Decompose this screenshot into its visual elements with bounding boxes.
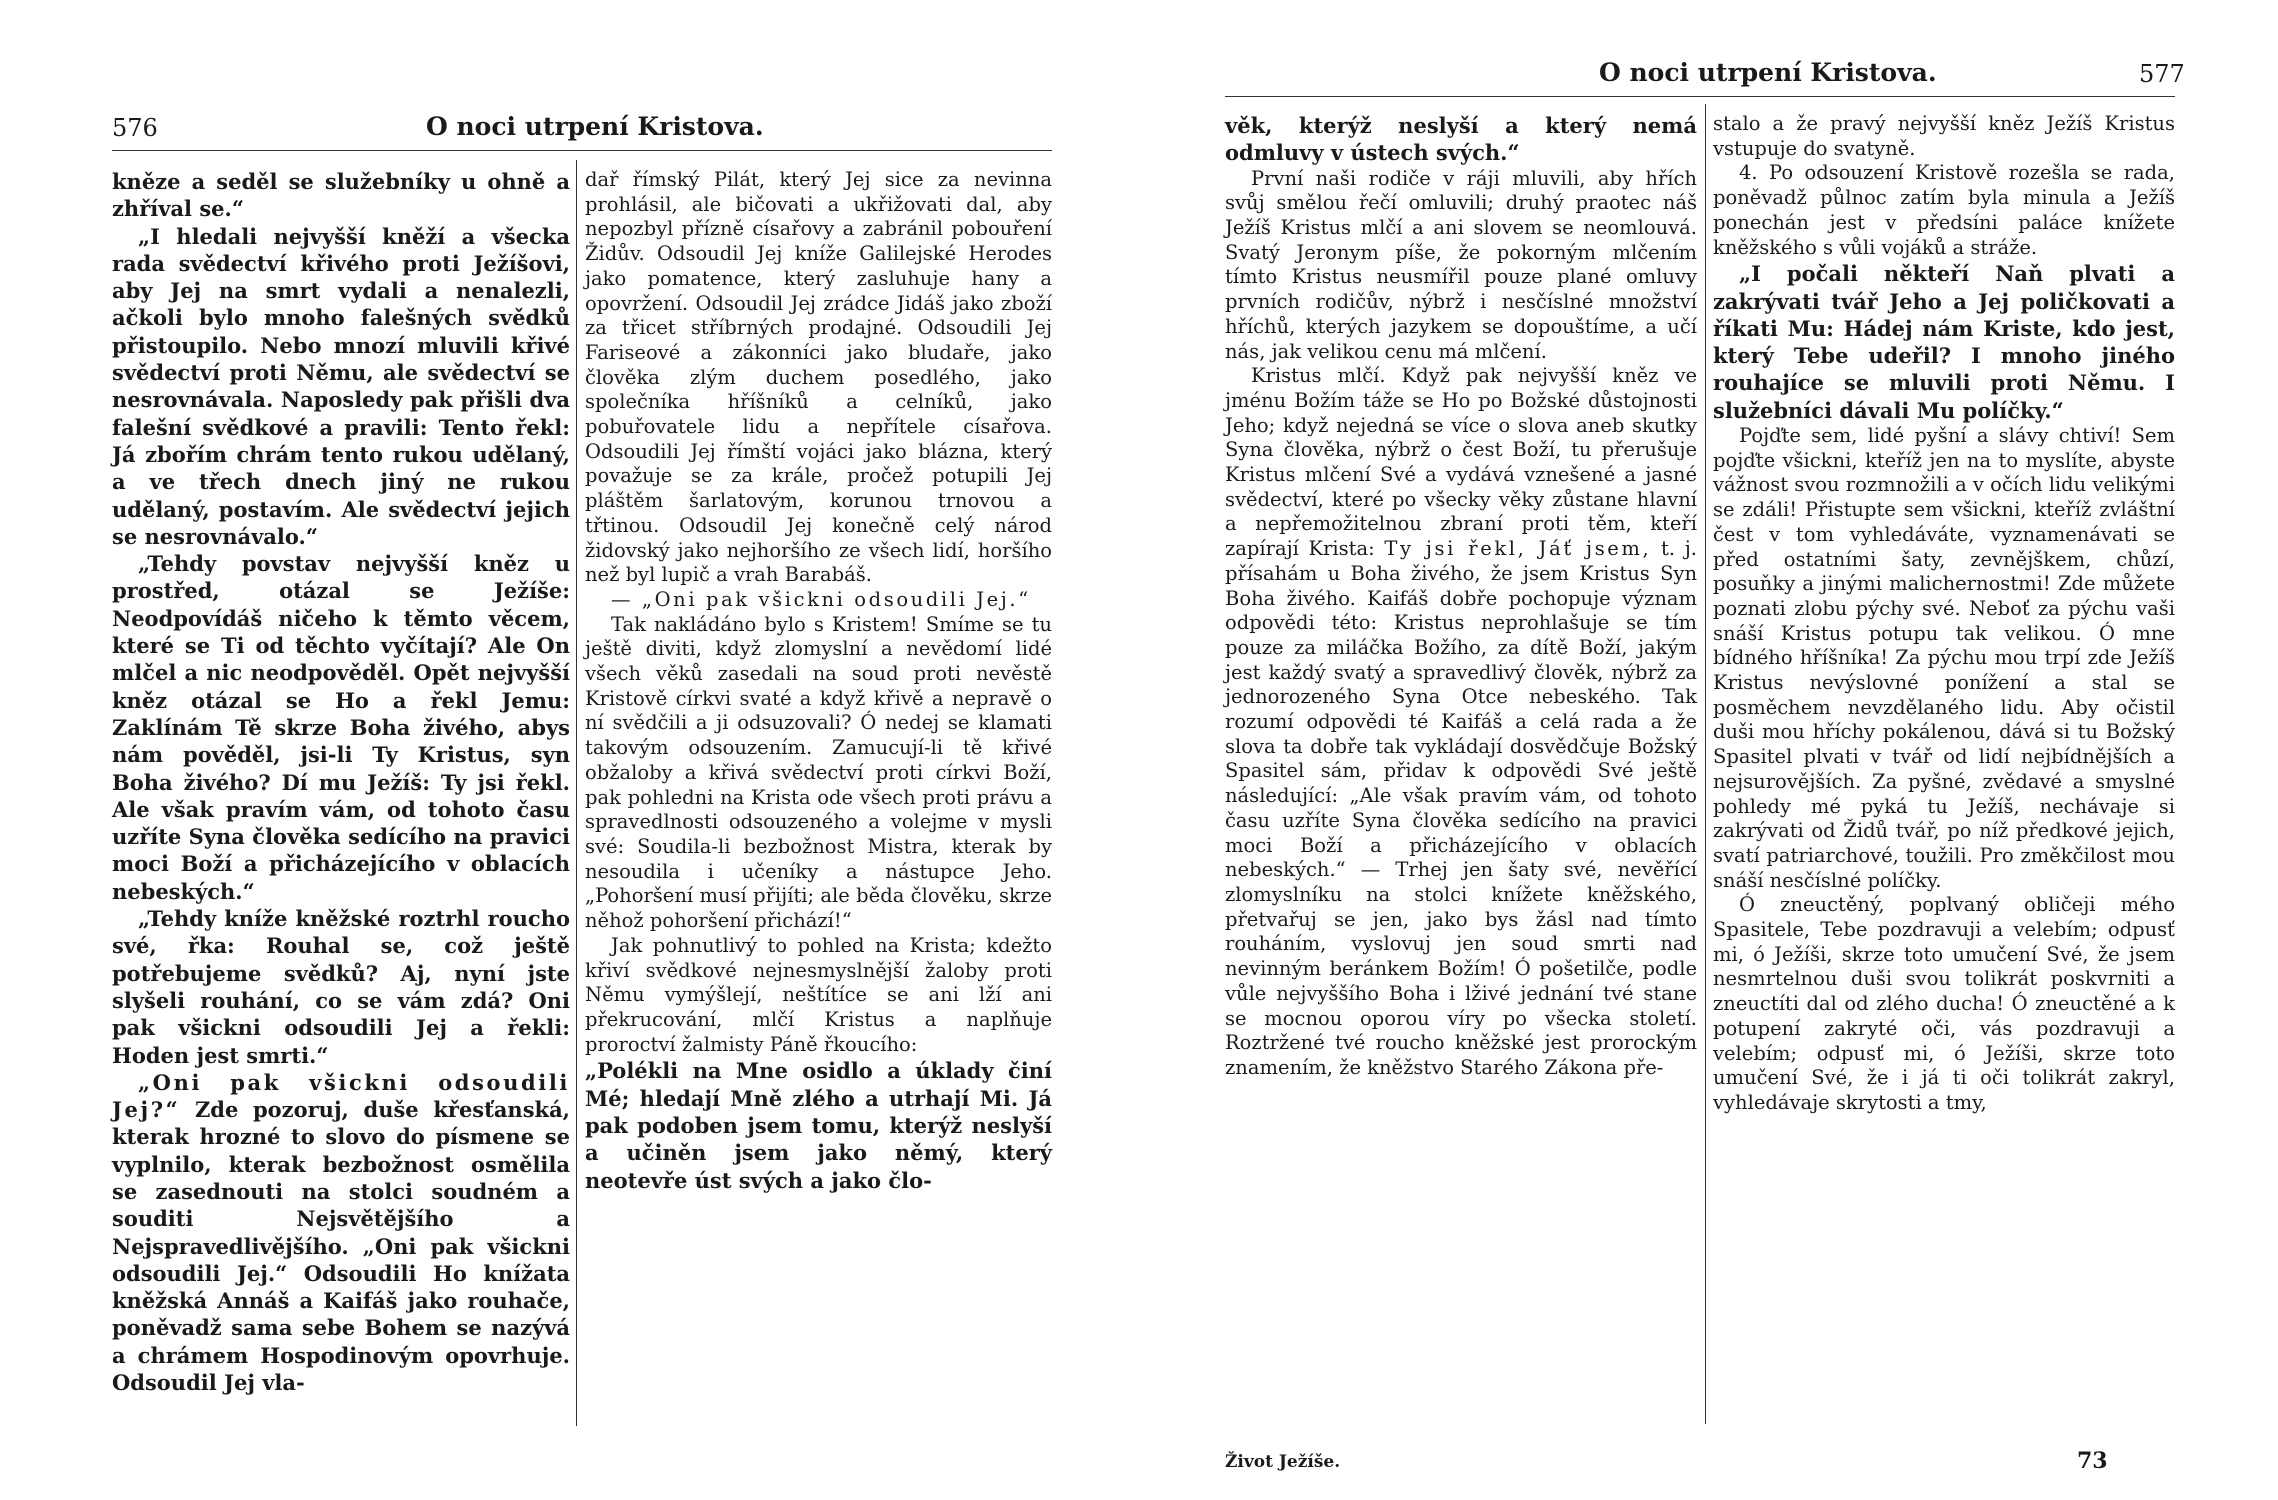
page-number: 577 bbox=[2139, 60, 2185, 88]
paragraph: Pojďte sem, lidé pyšní a slávy chtiví! Sem pojďte všickni, kteříž jen na to myslíte, abyste vážnost svou rozmnožili a v očích lidu velikými se zdáli! Přistupte sem všickni, kteříž zvláštní čest v tom vyhledáváte, vyznamenávati se před ostatními šaty, zevnějškem, chůzí, posuňky a jinými malichernostmi! Zde můžete poznati zlobu pýchy své. Neboť za pýchu vaši snáší Kristus potupu tak velikou. Ó mne bídného hříšníka! Za pýchu mou trpí zde Ježíš Kristus nevýslovné ponížení a stal se posměchem nevzdělaného lidu. Aby očistil duši mou hříchy pokálenou, dává si tu Božský Spasitel plvati v tvář od lidí nejbídnějších a nejsurovějších. Za pyšné, zvědavé a smyslné pohledy mé pyká tu Ježíš, nechávaje si zakrývati od Židů tvář, po níž předkové jejich, svatí patriarchové, toužili. Pro změkčilost mou snáší nesčíslné políčky. bbox=[1713, 424, 2176, 892]
header-rule bbox=[1225, 96, 2175, 97]
paragraph bbox=[112, 1069, 570, 1397]
paragraph: „Tehdy povstav nejvyšší kněz u prostřed, otázal se Ježíše: Neodpovídáš ničeho k těmto věcem, které se Ti od těchto vyčítají? Ale On mlčel a nic neodpověděl. Opět nejvyšší kněz otázal se Ho a řekl Jemu: Zaklínám Tě skrze Boha živého, abys nám pověděl, jsi-li Ty Kristus, syn Boha živého? Dí mu Ježíš: Ty jsi řekl. Ale však pravím vám, od tohoto času uzříte Syna člověka sedícího na pravici moci Boží a přicházejícího v oblacích nebeských.“ bbox=[112, 551, 570, 904]
paragraph: „Polékli na Mne osidlo a úklady činí Mé; hledají Mně zlého a utrhají Mi. Já pak podoben jsem tomu, kterýž neslyší a učiněn jsem jako němý, který neotevře úst svých a jako člo- bbox=[585, 1058, 1052, 1193]
spaced-quote: Ty jsi řekl, Jáť jsem, bbox=[1384, 537, 1652, 561]
page-number: 576 bbox=[112, 114, 158, 142]
spaced-quote: — „Oni pak všickni odsoudili Jej.“ bbox=[611, 587, 1031, 611]
right-page bbox=[1139, 0, 2278, 1500]
paragraph: 4. Po odsouzení Kristově rozešla se rada, poněvadž půlnoc zatím byla minula a Ježíš ponechán jest v předsíni paláce knížete kněžského s vůli vojáků a stráže. bbox=[1713, 161, 2175, 259]
right-column-1 bbox=[1225, 112, 1697, 1081]
footer-signature: Život Ježíše. bbox=[1225, 1452, 1341, 1472]
paragraph: stalo a že pravý nejvyšší kněz Ježíš Kristus vstupuje do svatyně. bbox=[1713, 112, 2175, 160]
header-rule bbox=[112, 150, 1052, 151]
paragraph: „Tehdy kníže kněžské roztrhl roucho své, řka: Rouhal se, což ještě potřebujeme svědků? Aj, nyní jste slyšeli rouhání, co se vám zdá? Oni pak všickni odsoudili Jej a řekli: Hoden jest smrti.“ bbox=[112, 906, 570, 1068]
paragraph: „I hledali nejvyšší kněží a všecka rada svědectví křivého proti Ježíšovi, aby Jej na smrt vydali a nenalezli, ačkoli bylo mnoho falešných svědků přistoupilo. Nebo mnozí mluvili křivé svědectví proti Němu, ale svědectví se nesrovnávala. Naposledy pak přišli dva falešní svědkové a pravili: Tento řekl: Já zbořím chrám tento rukou udělaný, a ve třech dnech jiný ne rukou udělaný, postavím. Ale svědectví jejich se nesrovnávalo.“ bbox=[112, 223, 570, 549]
paragraph: věk, kterýž neslyší a který nemá odmluvy v ústech svých.“ bbox=[1225, 113, 1697, 166]
column-divider bbox=[1705, 104, 1706, 1424]
paragraph: Tak nakládáno bylo s Kristem! Smíme se tu ještě diviti, když zlomyslní a nevědomí lidé všech věků zasedali na soud proti nevěstě Kristově církvi svaté a když křivě a nepravě o ní svědčili a ji odsuzovali? Ó nedej se klamati takovým odsouzením. Zamucují-li tě křivé obžaloby a křivá svědectví proti církvi Boží, pak pohledni na Krista ode všech proti právu a spravedlnosti odsouzeného a volejme v mysli své: Soudila-li bezbožnost Mistra, kterak by nesoudila i učeníky a nástupce Jeho. „Pohoršení musí přijíti; ale běda člověku, skrze něhož pohoršení přichází!“ bbox=[585, 612, 1052, 933]
column-divider bbox=[576, 160, 577, 1426]
left-column-2 bbox=[585, 168, 1052, 1194]
paragraph-text: t. j. přísahám u Boha živého, že jsem Kristus Syn Boha živého. Kaifáš dobře pochopuje význam odpovědi této: Kristus neprohlašuje se tím pouze za miláčka Božího, za dítě Boží, jakým jest každý svatý a spravedlivý člověk, nýbrž za jednorozeného Syna Otce nebeského. Tak rozumí odpovědi té Kaifáš a celá rada a že slova ta dobře tak vykládají dosvědčuje Božský Spasitel sám, přidav k odpovědi Své ještě následující: „Ale však pravím vám, od tohoto času uzříte Syna člověka sedícího na pravici moci Boží a přicházejícího v oblacích nebeských.“ — Trhej jen šaty své, nevěřící zlomyslníku na stolci knížete kněžského, přetvařuj se jen, jako bys žásl nad tímto rouháním, vyslovuj jen soud smrti nad nevinným beránkem Božím! Ó pošetilče, podle vůle nejvyššího Boha i lživé jednání tvé stane se mocnou oporou víry po všecka století. Roztržené tvé roucho kněžské jest prorockým znamením, že kněžstvo Starého Zákona pře- bbox=[1225, 537, 1697, 1079]
paragraph bbox=[1225, 364, 1697, 1080]
spaced-quote: „Oni pak všickni odsoudili Jej?“ bbox=[112, 1069, 570, 1123]
paragraph: Jak pohnutlivý to pohled na Krista; kdežto křiví svědkové nejnesmyslnější žaloby proti Němu vymýšlejí, neštítíce se ani lží ani překrucování, mlčí Kristus a naplňuje proroctví žalmisty Páně řkoucího: bbox=[585, 933, 1052, 1056]
paragraph: kněze a seděl se služebníky u ohně a zhříval se.“ bbox=[112, 169, 570, 222]
signature-number: 73 bbox=[2077, 1448, 2108, 1474]
paragraph: dař římský Pilát, který Jej sice za nevinna prohlásil, ale bičovati a ukřižovati dal, aby nepozbyl přízně císařovy a zabránil pobouření Židův. Odsoudil Jej kníže Galilejské Herodes jako pomatence, který zasluhuje hany a opovržení. Odsoudil Jej zrádce Jidáš jako zboží za třicet stříbrných prodajné. Odsoudili Jej Fariseové a zákonníci jako bludaře, jako člověka zlým duchem posedlého, jako společníka hříšníků a celníků, jako pobuřovatele lidu a nepřítele císařova. Odsoudili Jej římští vojáci jako blázna, který považuje se za krále, pročež potupili Jej pláštěm šarlatovým, korunou trnovou a třtinou. Odsoudil Jej konečně celý národ židovský jako nejhoršího ze všech lidí, horšího než byl lupič a vrah Barabáš. bbox=[585, 168, 1052, 587]
running-title: O noci utrpení Kristova. bbox=[1599, 58, 1937, 87]
running-title: O noci utrpení Kristova. bbox=[426, 112, 764, 141]
paragraph-text: Zde pozoruj, duše křesťanská, kterak hrozné to slovo do písmene se vyplnilo, kterak bezbožnost osmělila se zasednouti na stolci soudném a souditi Nejsvětějšího a Nejspravedlivějšího. „Oni pak všickni odsoudili Jej.“ Odsoudili Ho knížata kněžská Annáš a Kaifáš jako rouhače, poněvadž sama sebe Bohem se nazývá a chrámem Hospodinovým opovrhuje. Odsoudil Jej vla- bbox=[112, 1097, 570, 1396]
paragraph: „I počali někteří Naň plvati a zakrývati tvář Jeho a Jej poličkovati a říkati Mu: Hádej nám Kriste, kdo jest, který Tebe udeřil? I mnoho jiného rouhajíce se mluvili proti Němu. I služebníci dávali Mu políčky.“ bbox=[1713, 261, 2175, 423]
right-column-2 bbox=[1713, 112, 2175, 1116]
left-column-1 bbox=[112, 168, 570, 1396]
paragraph: První naši rodiče v ráji mluvili, aby hřích svůj smělou řečí omluvili; druhý praotec náš Ježíš Kristus mlčí a ani slovem se neomlouvá. Svatý Jeronym píše, že pokorným mlčením tímto Kristus neusmířil pouze plané omluvy prvních rodičův, nýbrž i nesčíslné množství hříchů, kterých jazykem se dopouštíme, a učí nás, jak velikou cenu má mlčení. bbox=[1225, 166, 1697, 363]
paragraph: Ó zneuctěný, poplvaný obličeji mého Spasitele, Tebe pozdravuji a velebím; odpusť mi, ó Ježíši, skrze toto umučení Své, že jsem nesmrtelnou duši svou tolikrát poskvrniti a zneuctíti dal od zlého ducha! Ó zneuctěné a k potupení zakryté oči, vás pozdravuji a velebím; odpusť mi, ó Ježíši, skrze toto umučení Své, že i já ti oči tolikrát zakryl, vyhledávaje skrytosti a tmy, bbox=[1713, 893, 2175, 1114]
paragraph-text: Kristus mlčí. Když pak nejvyšší kněz ve jménu Božím táže se Ho po Božské důstojnosti Jeho; když nejedná se více o slova aneb skutky Syna člověka, nýbrž o čest Boží, tu přerušuje Kristus mlčení Své a vydává vznešené a jasné svědectví, které po všecky věky zůstane hlavní a nepřemožitelnou zbraní proti těm, kteří zapírají Krista: bbox=[1225, 364, 1697, 561]
